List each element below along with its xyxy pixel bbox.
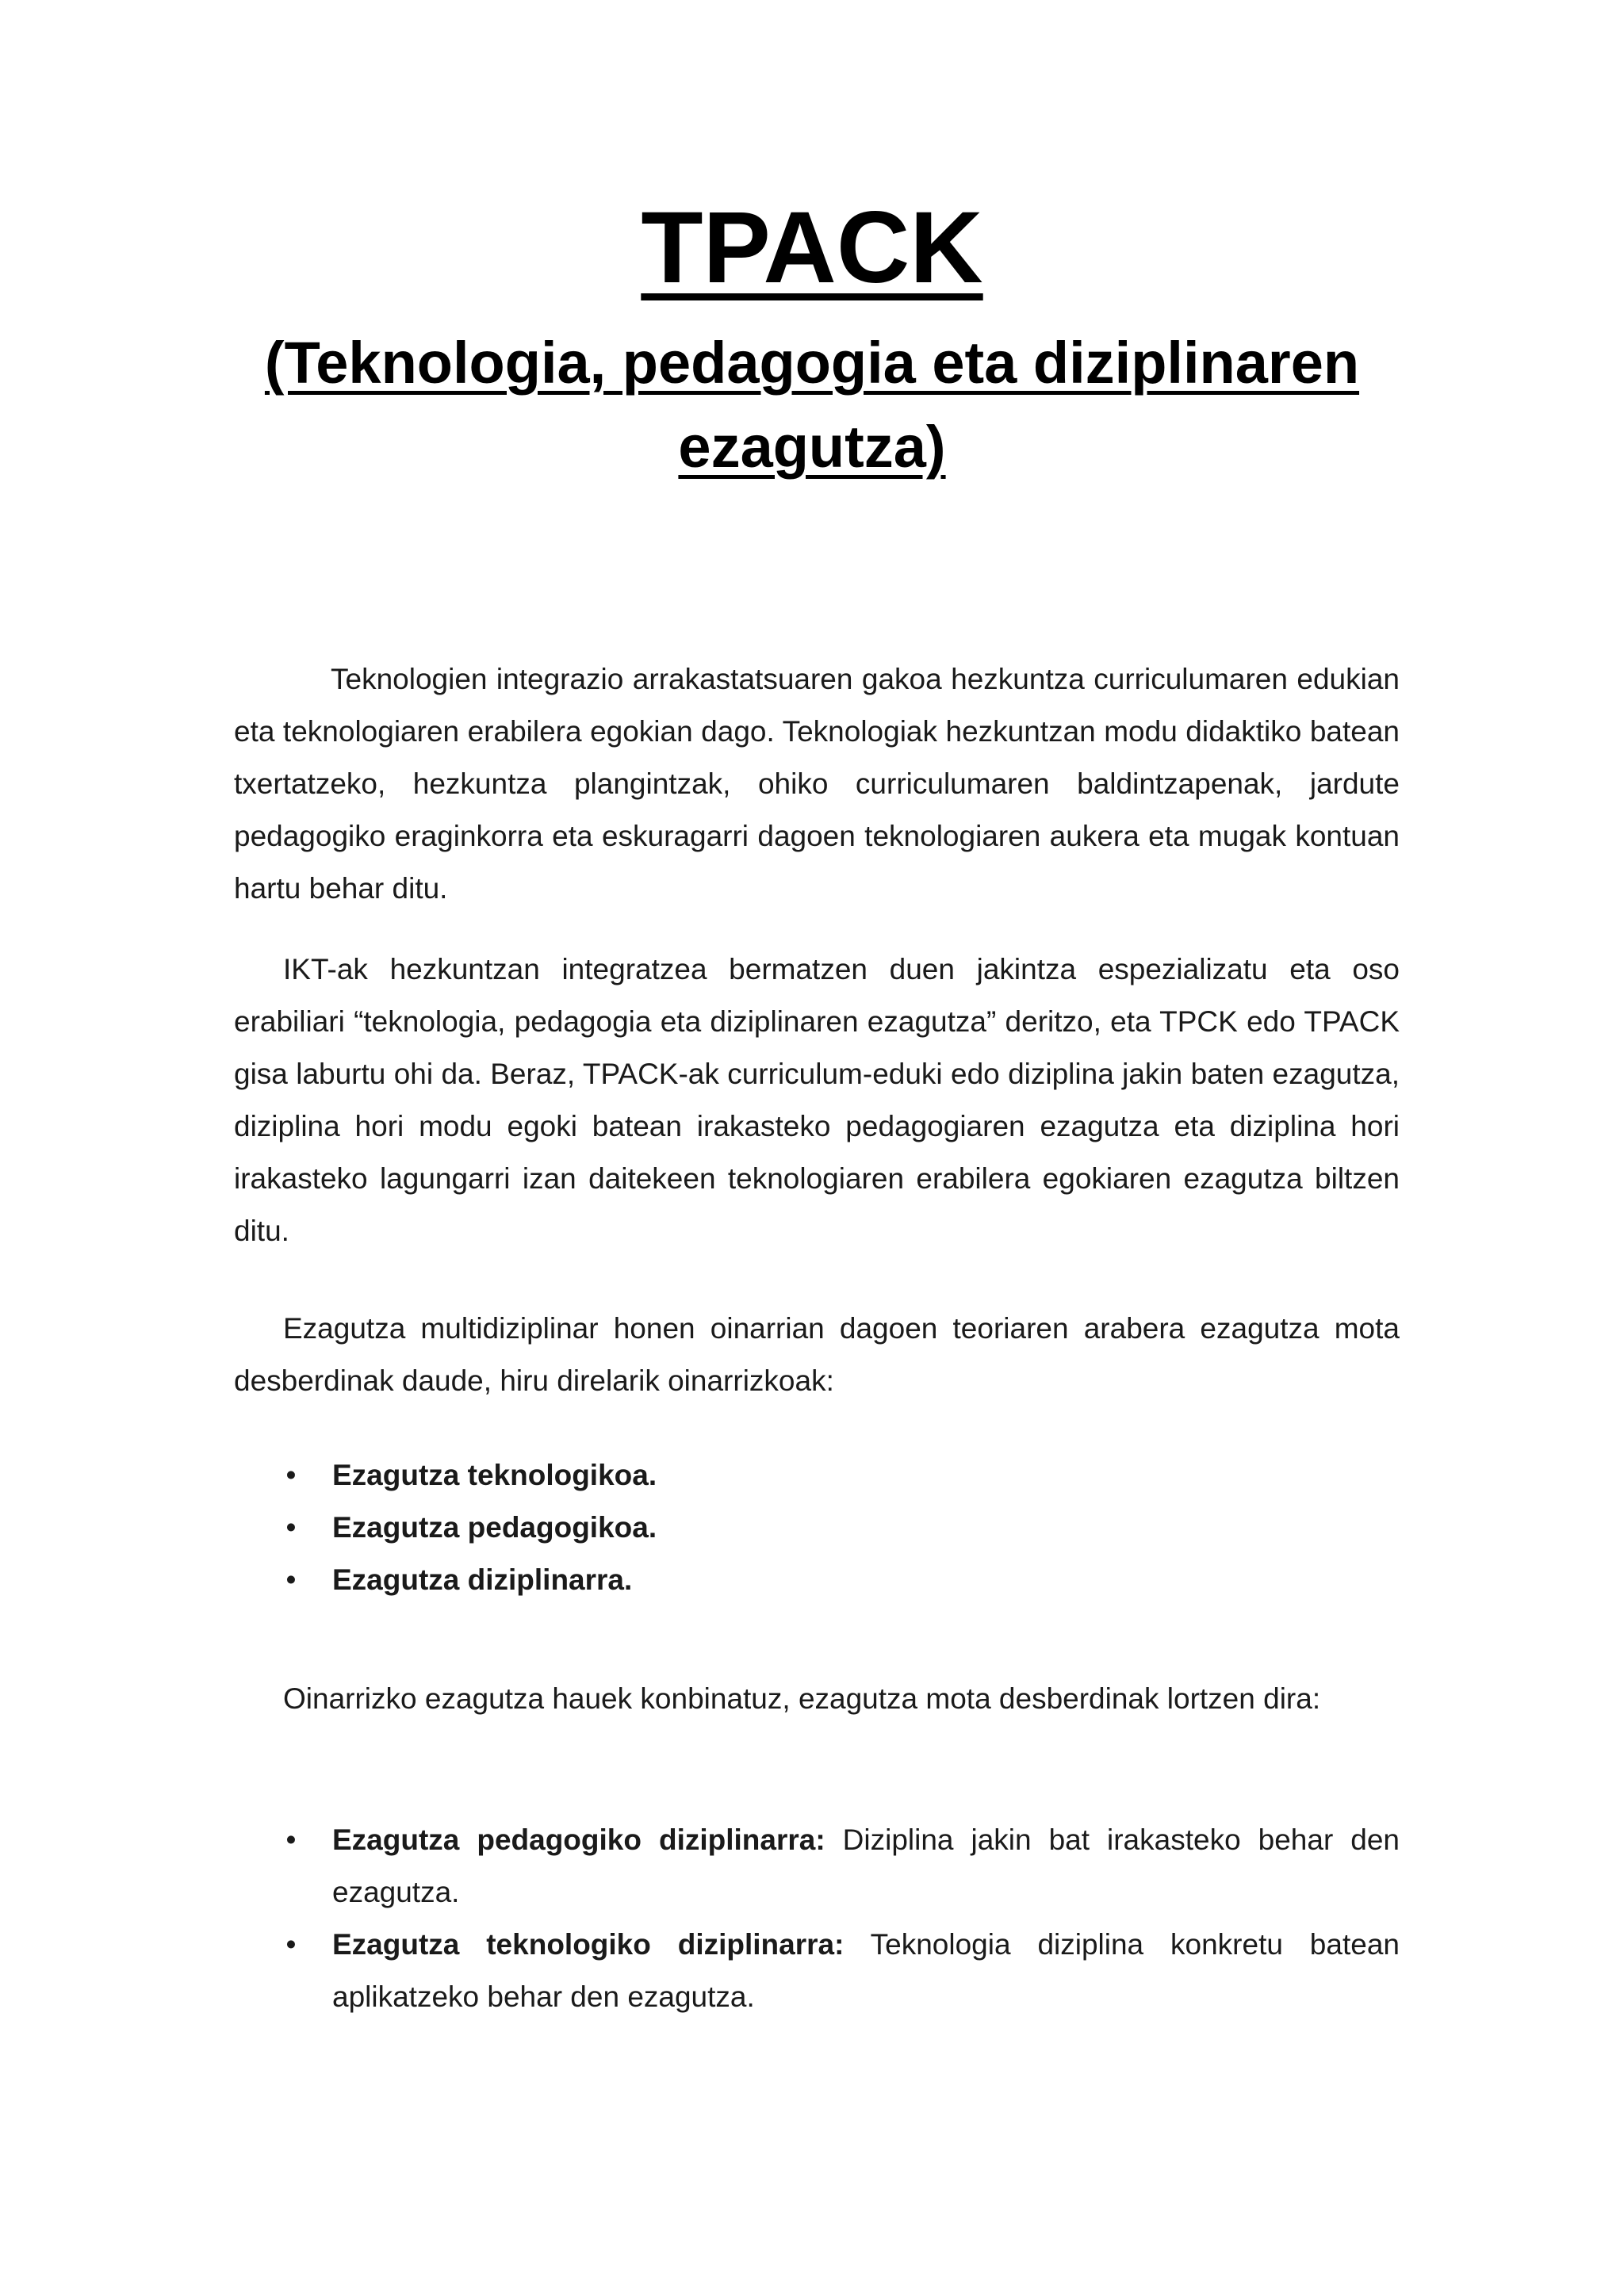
list-item-label: Ezagutza diziplinarra. bbox=[332, 1563, 633, 1596]
list-item bbox=[234, 1919, 1400, 2023]
list-item bbox=[234, 1502, 1400, 1554]
list-item-label: Ezagutza teknologikoa. bbox=[332, 1459, 657, 1491]
list-item-term: Ezagutza teknologiko diziplinarra: bbox=[332, 1928, 845, 1961]
paragraph-knowledge-types: Ezagutza multidiziplinar honen oinarrian dagoen teoriaren arabera ezagutza mota desberdinak daude, hiru direlarik oinarrizkoak: bbox=[234, 1312, 1400, 1397]
list-item-definition: Teknologia diziplina konkretu batean aplikatzeko behar den ezagutza. bbox=[332, 1928, 1400, 2013]
bullet-icon: • bbox=[285, 1928, 297, 1961]
bullet-icon: • bbox=[285, 1823, 297, 1856]
bullet-icon: • bbox=[285, 1563, 297, 1596]
page-title-text: TPACK bbox=[641, 191, 983, 304]
list-item bbox=[234, 1554, 1400, 1606]
bullet-icon: • bbox=[285, 1459, 297, 1491]
paragraph-intro: Teknologien integrazio arrakastatsuaren gakoa hezkuntza curriculumaren edukian eta teknologiaren erabilera egokian dago. Teknologiak hezkuntzan modu didaktiko batean txertatzeko, hezkuntza plangintzak, ohiko curriculumaren baldintzapenak, jardute pedagogiko eraginkorra eta eskuragarri dagoen teknologiaren aukera eta mugak kontuan hartu behar ditu. bbox=[234, 663, 1400, 905]
page-subtitle-text: (Teknologia, pedagogia eta diziplinaren ezagutza) bbox=[264, 330, 1360, 480]
page-subtitle bbox=[198, 321, 1426, 489]
list-item-term: Ezagutza pedagogiko diziplinarra: bbox=[332, 1823, 825, 1856]
list-item-definition: Diziplina jakin bat irakasteko behar den ezagutza. bbox=[332, 1823, 1400, 1908]
basic-knowledge-list bbox=[234, 1449, 1400, 1606]
paragraph-combinations: Oinarrizko ezagutza hauek konbinatuz, ezagutza mota desberdinak lortzen dira: bbox=[283, 1682, 1321, 1715]
list-item bbox=[234, 1814, 1400, 1919]
paragraph-tpack-definition: IKT-ak hezkuntzan integratzea bermatzen duen jakintza espezializatu eta oso erabiliari “teknologia, pedagogia eta diziplinaren ezagutza” deritzo, eta TPCK edo TPACK gisa laburtu ohi da. Beraz, TPACK-ak curriculum-eduki edo diziplina jakin baten ezagutza, diziplina hori modu egoki batean irakasteko pedagogiaren ezagutza eta diziplina hori irakasteko lagungarri izan daitekeen teknologiaren erabilera egokiaren ezagutza biltzen ditu. bbox=[234, 953, 1400, 1247]
combined-knowledge-list bbox=[234, 1814, 1400, 2023]
list-item bbox=[234, 1449, 1400, 1502]
list-item-label: Ezagutza pedagogikoa. bbox=[332, 1511, 657, 1544]
bullet-icon: • bbox=[285, 1511, 297, 1544]
page-title bbox=[0, 189, 1624, 308]
